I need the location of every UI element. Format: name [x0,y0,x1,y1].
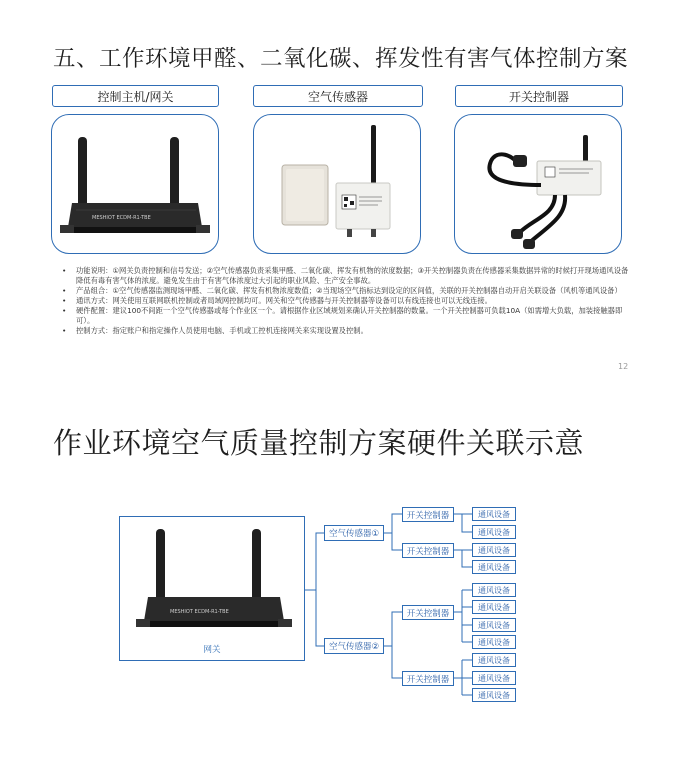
ventilation-node-6: 通风设备 [472,600,516,614]
section2-title: 作业环境空气质量控制方案硬件关联示意 [53,426,585,460]
ventilation-node-8: 通风设备 [472,635,516,649]
section1-title: 五、工作环境甲醛、二氧化碳、挥发性有害气体控制方案 [53,46,629,72]
gateway-model-text-diagram: MESHIOT ECDM-R1-TBE [170,609,229,615]
note-product-combo: • 产品组合：①空气传感器监测现场甲醛、二氧化碳、挥发有机物浓度数值；②当现场空气指标达到设定的区间值，关联的开关控制器自动开启关联设备（风机等通风设备） [62,286,634,296]
gateway-device-image [52,115,219,254]
air-sensor-node-1: 空气传感器① [324,525,384,541]
ventilation-node-4: 通风设备 [472,560,516,574]
section1-notes [62,266,634,336]
tab-air-sensor: 空气传感器 [253,85,423,107]
gateway-model-text: MESHIOT ECDM-R1-TBE [92,215,151,221]
switch-controller-product-card [454,114,622,254]
switch-controller-node-3: 开关控制器 [402,605,454,620]
ventilation-node-5: 通风设备 [472,583,516,597]
tab-gateway: 控制主机/网关 [52,85,219,107]
switch-controller-node-4: 开关控制器 [402,671,454,686]
air-sensor-device-image [254,115,421,254]
gateway-product-card [51,114,219,254]
note-function: • 功能说明：①网关负责控制和信号发送；②空气传感器负责采集甲醛、二氧化碳、挥发有机物的浓度数据；③开关控制器负责在传感器采集数据异常的时候打开现场通风设备降低有毒有害气体的浓度。避免发生由于有害气体浓度过大引起的职业风险、生产安全事故。 [62,266,634,286]
air-sensor-node-2: 空气传感器② [324,638,384,654]
ventilation-node-7: 通风设备 [472,618,516,632]
air-sensor-product-card [253,114,421,254]
ventilation-node-1: 通风设备 [472,507,516,521]
ventilation-node-11: 通风设备 [472,688,516,702]
switch-controller-node-2: 开关控制器 [402,543,454,558]
ventilation-node-10: 通风设备 [472,671,516,685]
gateway-box [119,516,305,661]
page-number: 12 [618,362,629,371]
gateway-label: 网关 [203,645,221,655]
note-communication: • 通讯方式：网关使用互联网联机控制或者局域网控制均可。网关和空气传感器与开关控制器等设备可以有线连接也可以无线连接。 [62,296,634,306]
ventilation-node-3: 通风设备 [472,543,516,557]
note-hardware-config: • 硬件配置：建议100不间距一个空气传感器或每个作业区一个。请根据作业区域规划来确认开关控制器的数量。一个开关控制器可负载10A（如需增大负载，加装接触器即可）。 [62,306,634,326]
ventilation-node-2: 通风设备 [472,525,516,539]
gateway-device-image-diagram [120,517,306,642]
switch-controller-device-image [455,115,622,254]
tab-switch-controller: 开关控制器 [455,85,623,107]
switch-controller-node-1: 开关控制器 [402,507,454,522]
note-control-method: • 控制方式：指定账户和指定操作人员使用电脑、手机或工控机连接网关来实现设置及控制。 [62,326,634,336]
ventilation-node-9: 通风设备 [472,653,516,667]
